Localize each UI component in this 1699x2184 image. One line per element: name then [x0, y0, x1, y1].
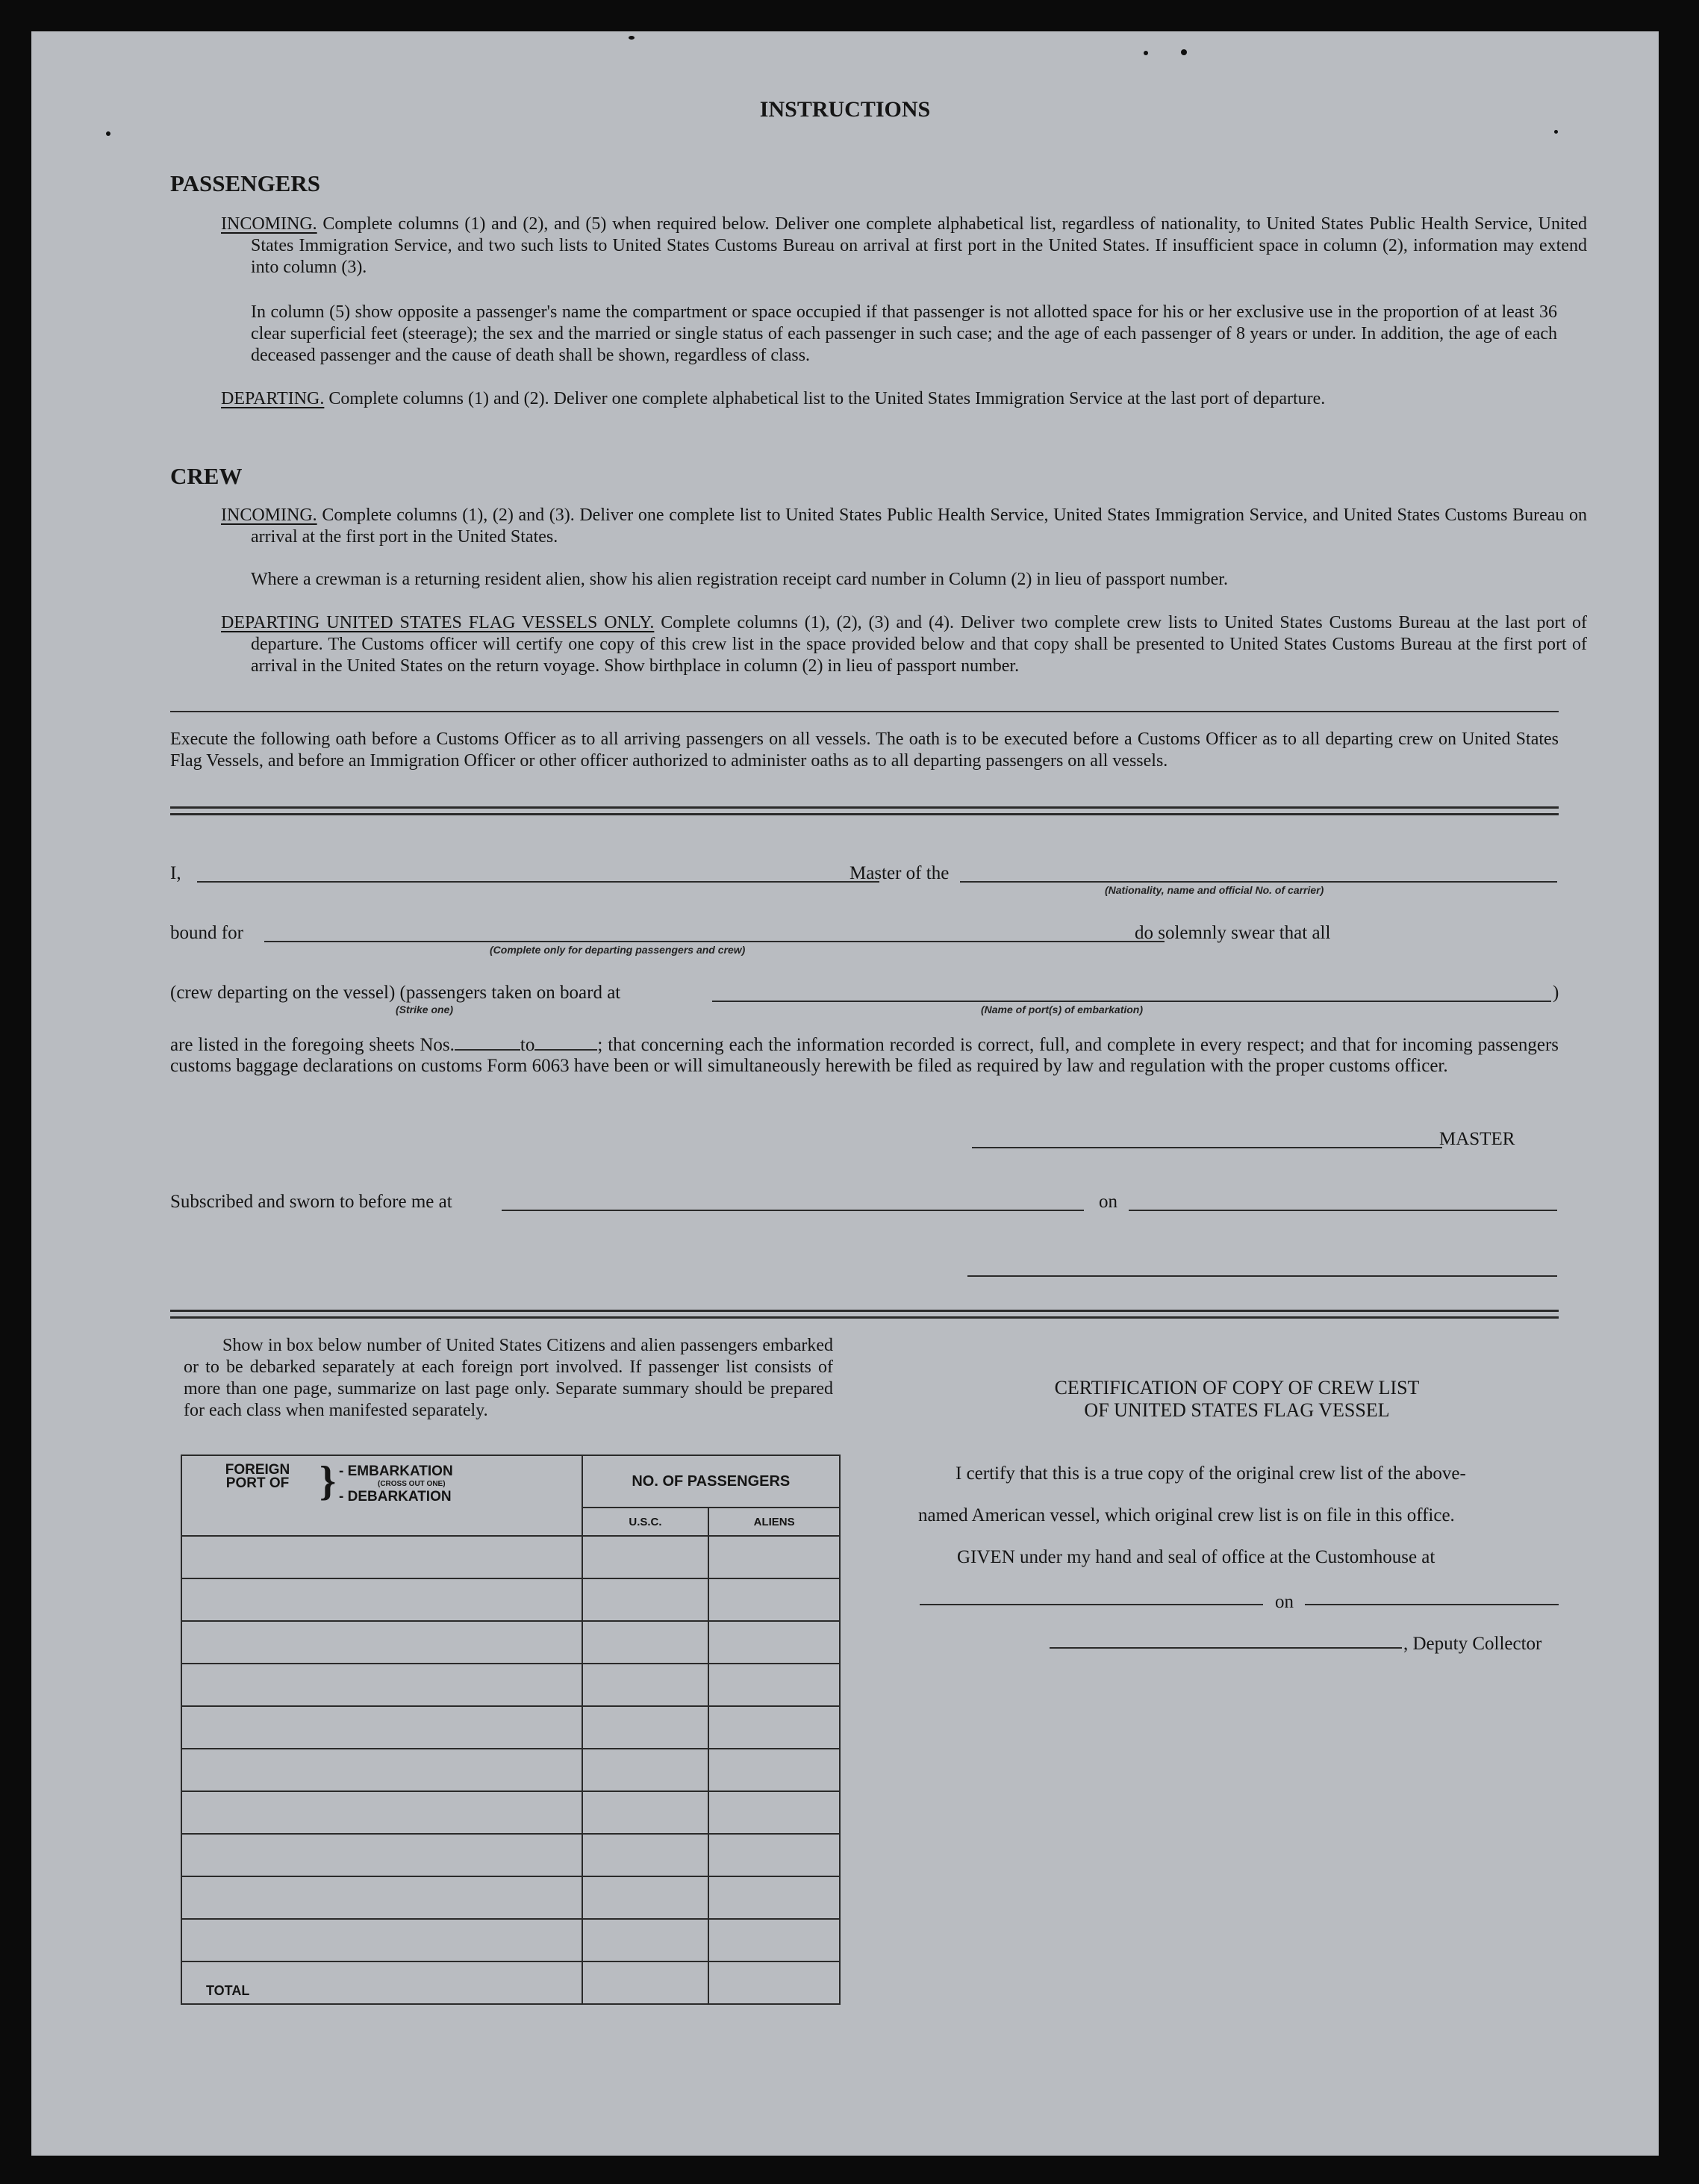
- total-row: [181, 1961, 840, 2004]
- total-label: TOTAL: [181, 1961, 582, 2004]
- bound-for-field[interactable]: [264, 941, 1165, 942]
- strike-caption: (Strike one): [396, 1004, 454, 1015]
- usc-cell[interactable]: [582, 1749, 709, 1791]
- crew-heading: CREW: [170, 463, 243, 489]
- passengers-column5-paragraph: In column (5) show opposite a passenger's name the compartment or space occupied if that passenger is not allotted space for his or her exclusive use in the proportion of at least 36 clear superficial feet (steerage); the sex and the married or single status of each passenger in such case; and the age of each passenger of 8 years or under. In addition, the age of each deceased passenger and the cause of death shall be shown, regardless of class.: [251, 302, 1557, 365]
- table-row: [181, 1578, 840, 1621]
- passengers-departing-paragraph: [221, 388, 1587, 410]
- certification-line1: I certify that this is a true copy of the original crew list of the above-: [956, 1463, 1466, 1484]
- aliens-cell[interactable]: [708, 1834, 840, 1876]
- table-row: [181, 1876, 840, 1919]
- subscribed-label: Subscribed and sworn to before me at: [170, 1192, 452, 1212]
- bound-for-label: bound for: [170, 923, 243, 943]
- listed-text: ; that concerning each the information recorded is correct, full, and complete in every respect; and that for incoming passengers customs baggage declarations on customs Form 6063 have been or will simultaneously herewith be filed as required by law and regulation with the proper customs officer.: [170, 1035, 1559, 1076]
- table-row: [181, 1791, 840, 1834]
- certification-title-line1: CERTIFICATION OF COPY OF CREW LIST: [1054, 1377, 1420, 1399]
- divider-line: [170, 711, 1559, 712]
- passengers-heading: PASSENGERS: [170, 170, 320, 196]
- aliens-cell[interactable]: [708, 1664, 840, 1706]
- page-title: INSTRUCTIONS: [759, 97, 931, 122]
- scan-speck: [629, 36, 635, 40]
- sheet-to-field[interactable]: [534, 1036, 597, 1051]
- certification-line2: named American vessel, which original crew list is on file in this office.: [918, 1505, 1455, 1525]
- aliens-cell[interactable]: [708, 1621, 840, 1664]
- deputy-collector-label: , Deputy Collector: [1403, 1634, 1542, 1654]
- passengers-incoming-text: Complete columns (1) and (2), and (5) when required below. Deliver one complete alphabetical list, regardless of nationality, to United States Public Health Service, United States Immigration Service, and two such lists to United States Customs Bureau on arrival at first port in the United States. If insufficient space in column (2), information may extend into column (3).: [251, 214, 1588, 277]
- scan-speck: [106, 131, 110, 136]
- double-divider-line: [170, 806, 1559, 815]
- port-cell[interactable]: [181, 1834, 582, 1876]
- deputy-signature-field[interactable]: [1050, 1647, 1402, 1649]
- usc-cell[interactable]: [582, 1664, 709, 1706]
- passenger-summary-table: [181, 1455, 841, 2005]
- bound-for-caption: (Complete only for departing passengers and crew): [490, 944, 746, 956]
- double-divider-line-2: [170, 1310, 1559, 1319]
- aliens-cell[interactable]: [708, 1791, 840, 1834]
- usc-header: U.S.C.: [582, 1508, 709, 1536]
- total-aliens-cell[interactable]: [708, 1961, 840, 2004]
- aliens-cell[interactable]: [708, 1578, 840, 1621]
- usc-cell[interactable]: [582, 1621, 709, 1664]
- port-cell[interactable]: [181, 1919, 582, 1961]
- usc-cell[interactable]: [582, 1791, 709, 1834]
- crew-departing-label: DEPARTING UNITED STATES FLAG VESSELS ONLY.: [221, 613, 655, 632]
- port-cell[interactable]: [181, 1706, 582, 1749]
- foreign-port-label: FOREIGN PORT OF: [225, 1462, 290, 1491]
- certification-title: [920, 1377, 1554, 1422]
- passengers-incoming-label: INCOMING.: [221, 214, 317, 234]
- aliens-header: ALIENS: [708, 1508, 840, 1536]
- passengers-incoming-paragraph: [221, 214, 1587, 279]
- customhouse-field[interactable]: [920, 1604, 1263, 1605]
- to-label: to: [520, 1035, 535, 1055]
- crew-departing-paragraph: [221, 612, 1587, 677]
- aliens-cell[interactable]: [708, 1749, 840, 1791]
- swear-label: do solemnly swear that all: [1135, 923, 1331, 943]
- usc-cell[interactable]: [582, 1536, 709, 1578]
- port-cell[interactable]: [181, 1876, 582, 1919]
- table-row: [181, 1919, 840, 1961]
- port-cell[interactable]: [181, 1664, 582, 1706]
- scan-speck: [1554, 130, 1558, 134]
- sworn-on-label: on: [1099, 1192, 1117, 1212]
- port-cell[interactable]: [181, 1578, 582, 1621]
- oath-instructions: Execute the following oath before a Customs Officer as to all arriving passengers on all vessels. The oath is to be executed before a Customs Officer as to all departing crew on United States Flag Vessels, and before an Immigration Officer or other officer authorized to administer oaths as to all departing passengers on all vessels.: [170, 729, 1559, 771]
- carrier-field[interactable]: [960, 881, 1557, 883]
- aliens-cell[interactable]: [708, 1536, 840, 1578]
- master-of-label: Master of the: [850, 863, 950, 883]
- officer-signature-field[interactable]: [967, 1275, 1557, 1277]
- usc-cell[interactable]: [582, 1834, 709, 1876]
- certification-date-field[interactable]: [1305, 1604, 1559, 1605]
- usc-cell[interactable]: [582, 1706, 709, 1749]
- listed-paragraph: [170, 1035, 1559, 1077]
- passengers-departing-text: Complete columns (1) and (2). Deliver one complete alphabetical list to the United States Immigration Service at the last port of departure.: [328, 389, 1326, 408]
- master-name-field[interactable]: [197, 881, 879, 883]
- passengers-departing-label: DEPARTING.: [221, 389, 325, 408]
- passengers-count-header: NO. OF PASSENGERS: [582, 1455, 840, 1508]
- table-row: [181, 1621, 840, 1664]
- total-usc-cell[interactable]: [582, 1961, 709, 2004]
- carrier-caption: (Nationality, name and official No. of carrier): [1105, 884, 1324, 896]
- port-cell[interactable]: [181, 1749, 582, 1791]
- summary-instructions: Show in box below number of United States Citizens and alien passengers embarked or to be debarked separately at each foreign port involved. If passenger list consists of more than one page, summarize on last page only. Separate summary should be prepared for each class when manifested separately.: [184, 1336, 833, 1420]
- crew-resident-paragraph: Where a crewman is a returning resident alien, show his alien registration receipt card number in Column (2) in lieu of passport number.: [251, 570, 1228, 589]
- port-cell[interactable]: [181, 1536, 582, 1578]
- usc-cell[interactable]: [582, 1919, 709, 1961]
- oath-i-label: I,: [170, 863, 181, 883]
- table-row: [181, 1664, 840, 1706]
- certification-on-label: on: [1275, 1592, 1294, 1612]
- sworn-place-field[interactable]: [502, 1210, 1084, 1211]
- crew-departing-label-line: (crew departing on the vessel) (passengers taken on board at: [170, 983, 621, 1003]
- scan-speck: [1181, 49, 1187, 55]
- port-cell[interactable]: [181, 1621, 582, 1664]
- port-cell[interactable]: [181, 1791, 582, 1834]
- aliens-cell[interactable]: [708, 1706, 840, 1749]
- close-paren: ): [1553, 983, 1559, 1003]
- crew-incoming-label: INCOMING.: [221, 505, 317, 525]
- certification-line3: GIVEN under my hand and seal of office at the Customhouse at: [957, 1547, 1435, 1567]
- debarkation-label: - DEBARKATION: [339, 1489, 452, 1505]
- cross-out-label: (CROSS OUT ONE): [378, 1480, 446, 1488]
- usc-cell[interactable]: [582, 1578, 709, 1621]
- certification-title-line2: OF UNITED STATES FLAG VESSEL: [1084, 1399, 1390, 1421]
- table-row: [181, 1834, 840, 1876]
- sheet-from-field[interactable]: [455, 1036, 520, 1051]
- listed-prefix: are listed in the foregoing sheets Nos.: [170, 1035, 455, 1055]
- master-signature-field[interactable]: [972, 1147, 1442, 1148]
- embarkation-label: - EMBARKATION: [339, 1463, 453, 1479]
- foreign-port-header: [181, 1455, 582, 1536]
- crew-departing-text: Complete columns (1), (2), (3) and (4). Deliver two complete crew lists to United States Customs Bureau at the last port of departure. The Customs officer will certify one copy of this crew list in the space provided below and that copy shall be presented to United States Customs Bureau at the first port of arrival in the United States on the return voyage. Show birthplace in column (2) in lieu of passport number.: [251, 613, 1588, 676]
- form-page: [31, 31, 1659, 2156]
- embarkation-caption: (Name of port(s) of embarkation): [981, 1004, 1144, 1015]
- crew-incoming-paragraph: [221, 505, 1587, 548]
- aliens-cell[interactable]: [708, 1919, 840, 1961]
- scan-speck: [1144, 51, 1148, 55]
- master-label: MASTER: [1439, 1129, 1515, 1149]
- table-row: [181, 1536, 840, 1578]
- usc-cell[interactable]: [582, 1876, 709, 1919]
- table-row: [181, 1706, 840, 1749]
- crew-incoming-text: Complete columns (1), (2) and (3). Deliver one complete list to United States Public Health Service, United States Immigration Service, and United States Customs Bureau on arrival at the first port in the United States.: [251, 505, 1588, 547]
- embarkation-port-field[interactable]: [712, 1001, 1551, 1002]
- brace-icon: }: [319, 1458, 337, 1505]
- aliens-cell[interactable]: [708, 1876, 840, 1919]
- sworn-date-field[interactable]: [1129, 1210, 1557, 1211]
- table-row: [181, 1749, 840, 1791]
